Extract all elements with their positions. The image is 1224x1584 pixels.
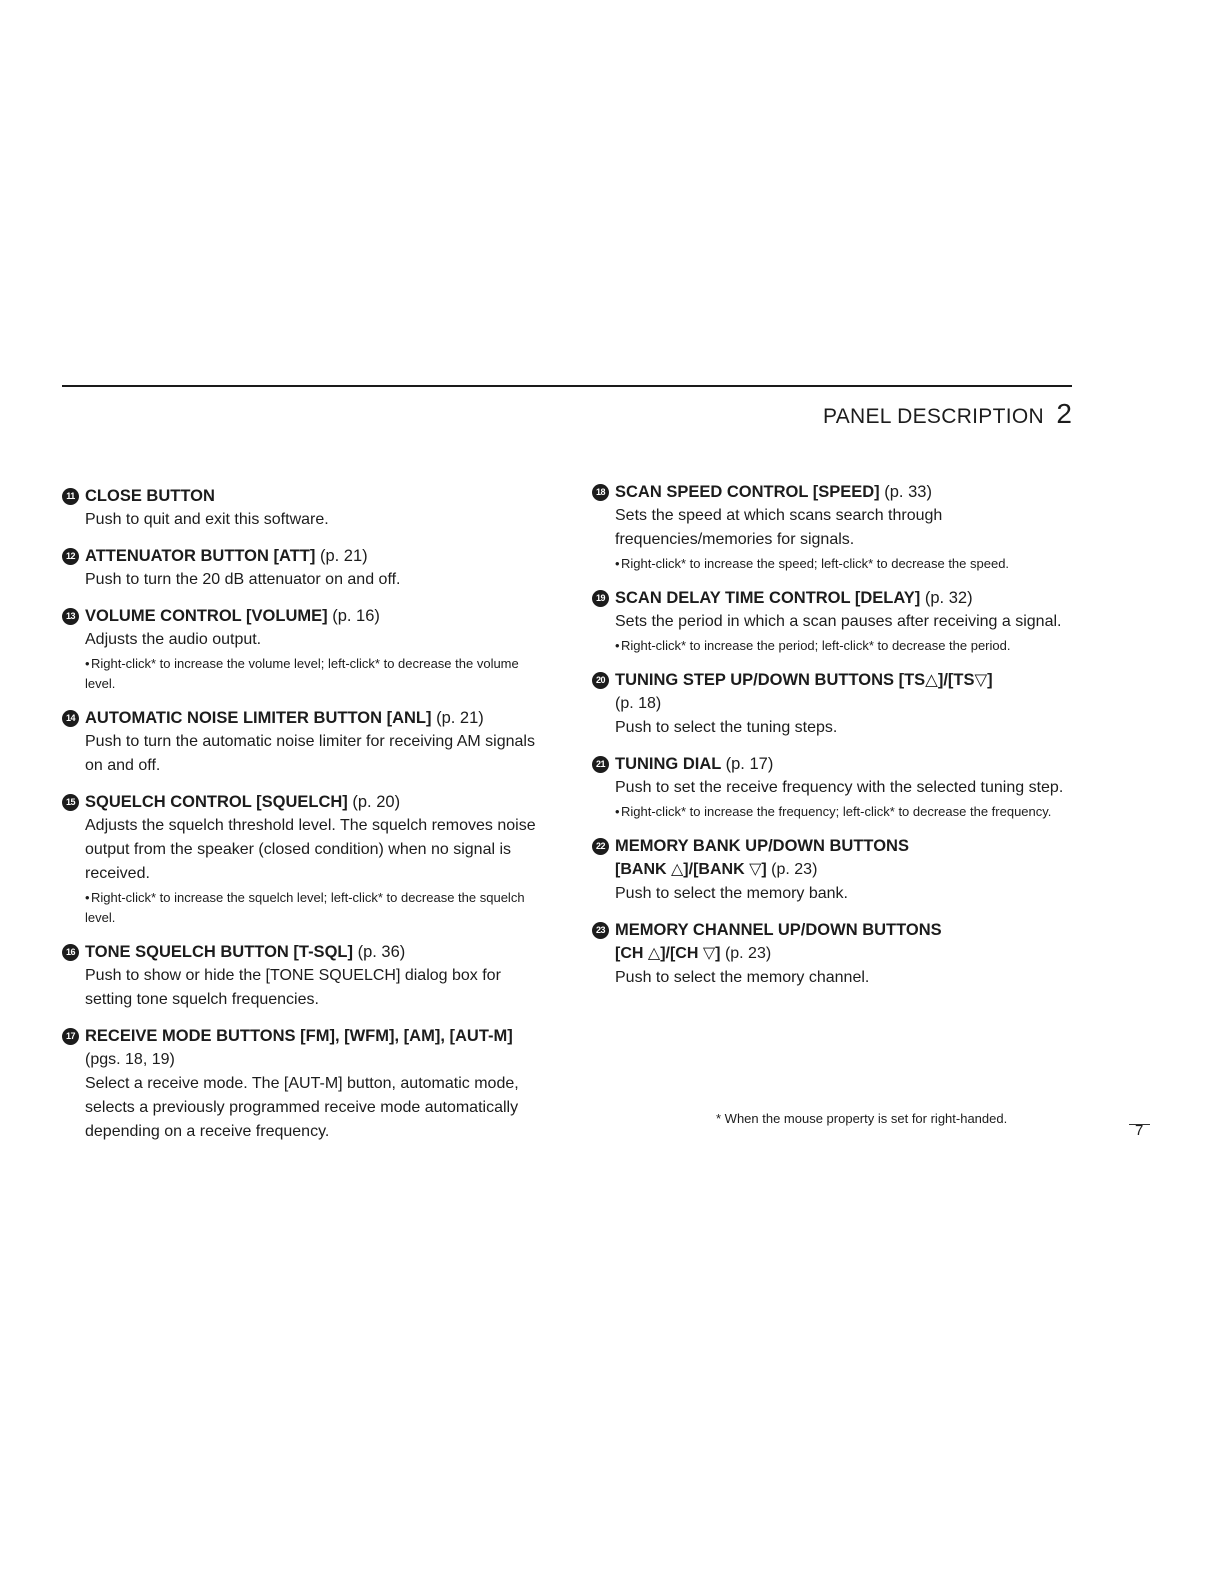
footnote: * When the mouse property is set for right-handed. [716, 1111, 1008, 1126]
item-tuning-step-buttons [592, 668, 1082, 740]
item-number-badge: 15 [62, 794, 79, 811]
item-volume-control [62, 604, 552, 694]
item-title: SCAN SPEED CONTROL [SPEED] [615, 483, 880, 501]
item-note [62, 654, 552, 694]
item-number-badge: 20 [592, 672, 609, 689]
right-column [592, 480, 1082, 1002]
item-page-ref: (p. 36) [357, 943, 406, 961]
item-body: Sets the speed at which scans search through frequencies/memories for signals. [615, 507, 943, 548]
chapter-number: 2 [1056, 398, 1072, 429]
section-title: PANEL DESCRIPTION [822, 405, 1044, 428]
item-note-text: Right-click* to increase the volume level; left-click* to decrease the volume level. [85, 656, 519, 691]
item-heading [62, 706, 552, 730]
page-header [823, 398, 1072, 438]
item-page-ref: (p. 20) [352, 793, 401, 811]
item-body: Push to select the memory channel. [615, 969, 870, 986]
item-page-ref: (p. 33) [884, 483, 932, 501]
item-squelch-control [62, 790, 552, 928]
item-button-labels: [CH △]/[CH ▽] [615, 945, 721, 962]
item-heading [592, 834, 1082, 858]
item-memory-channel-buttons [592, 918, 1082, 990]
item-tone-squelch-button [62, 940, 552, 1012]
item-page-ref: (p. 21) [319, 547, 368, 565]
item-body: Push to quit and exit this software. [85, 511, 329, 528]
item-body: Push to select the tuning steps. [615, 719, 838, 736]
item-page-ref: (p. 21) [436, 709, 484, 727]
item-page-ref: (p. 17) [725, 755, 774, 773]
bullet-icon: • [615, 556, 620, 571]
item-title: TUNING DIAL [615, 755, 722, 773]
item-heading [62, 790, 552, 814]
item-number-badge: 13 [62, 608, 79, 625]
item-note [592, 554, 1082, 574]
item-number-badge: 21 [592, 756, 609, 773]
item-title: TUNING STEP UP/DOWN BUTTONS [TS△]/[TS▽] [615, 671, 993, 689]
item-title: CLOSE BUTTON [85, 487, 215, 505]
header-rule [62, 385, 1072, 387]
item-note-text: Right-click* to increase the period; left-click* to decrease the period. [621, 638, 1011, 653]
item-title: AUTOMATIC NOISE LIMITER BUTTON [ANL] [85, 709, 432, 727]
item-number-badge: 14 [62, 710, 79, 727]
item-title: MEMORY BANK UP/DOWN BUTTONS [615, 837, 909, 855]
bullet-icon: • [615, 638, 620, 653]
item-note-text: Right-click* to increase the speed; left-click* to decrease the speed. [621, 556, 1010, 571]
item-tuning-dial [592, 752, 1082, 822]
item-memory-bank-buttons [592, 834, 1082, 906]
item-heading [62, 940, 552, 964]
item-body: Push to select the memory bank. [615, 885, 848, 902]
item-number-badge: 17 [62, 1028, 79, 1045]
item-body: Push to turn the automatic noise limiter for receiving AM signals on and off. [85, 733, 535, 774]
item-scan-speed-control [592, 480, 1082, 574]
item-body: Sets the period in which a scan pauses after receiving a signal. [615, 613, 1062, 630]
item-attenuator-button [62, 544, 552, 592]
item-heading [592, 752, 1082, 776]
item-scan-delay-control [592, 586, 1082, 656]
item-subheading [592, 942, 1082, 966]
item-button-labels: [BANK △]/[BANK ▽] [615, 861, 767, 878]
item-note-text: Right-click* to increase the squelch level; left-click* to decrease the squelch level. [85, 890, 525, 925]
item-note [592, 802, 1082, 822]
item-title: VOLUME CONTROL [VOLUME] [85, 607, 328, 625]
item-body: Select a receive mode. The [AUT-M] button, automatic mode, selects a previously programmed receive mode automatically depending on a receive frequency. [85, 1075, 519, 1140]
item-title: SCAN DELAY TIME CONTROL [DELAY] [615, 589, 921, 607]
item-page-ref: (p. 18) [615, 695, 662, 712]
item-anl-button [62, 706, 552, 778]
bullet-icon: • [85, 656, 90, 671]
item-heading [62, 1024, 552, 1048]
page-number: 7 [1135, 1122, 1144, 1139]
item-title: MEMORY CHANNEL UP/DOWN BUTTONS [615, 921, 942, 939]
item-heading [592, 668, 1082, 692]
item-number-badge: 23 [592, 922, 609, 939]
item-body: Adjusts the audio output. [85, 631, 262, 648]
item-heading [592, 586, 1082, 610]
item-page-ref: (p. 23) [724, 945, 772, 962]
item-receive-mode-buttons [62, 1024, 552, 1144]
item-heading [62, 544, 552, 568]
item-heading [592, 918, 1082, 942]
item-number-badge: 11 [62, 488, 79, 505]
item-number-badge: 19 [592, 590, 609, 607]
bullet-icon: • [615, 804, 620, 819]
item-title: SQUELCH CONTROL [SQUELCH] [85, 793, 348, 811]
item-number-badge: 18 [592, 484, 609, 501]
item-number-badge: 22 [592, 838, 609, 855]
item-body: Push to show or hide the [TONE SQUELCH] dialog box for setting tone squelch frequencies. [85, 967, 501, 1008]
item-note [592, 636, 1082, 656]
left-column [62, 484, 552, 1156]
item-body: Push to turn the 20 dB attenuator on and off. [85, 571, 401, 588]
item-number-badge: 12 [62, 548, 79, 565]
item-body: Adjusts the squelch threshold level. The squelch removes noise output from the speaker (closed condition) when no signal is received. [85, 817, 536, 882]
bullet-icon: • [85, 890, 90, 905]
item-body: Push to set the receive frequency with the selected tuning step. [615, 779, 1064, 796]
item-heading [62, 484, 552, 508]
item-heading [62, 604, 552, 628]
item-title: TONE SQUELCH BUTTON [T-SQL] [85, 943, 353, 961]
item-heading [592, 480, 1082, 504]
item-title: RECEIVE MODE BUTTONS [FM], [WFM], [AM], [AUT-M] [85, 1027, 513, 1045]
item-subheading [592, 858, 1082, 882]
item-page-ref: (p. 16) [332, 607, 380, 625]
item-close-button [62, 484, 552, 532]
item-page-ref: (pgs. 18, 19) [85, 1051, 175, 1068]
item-page-ref: (p. 32) [924, 589, 973, 607]
item-note-text: Right-click* to increase the frequency; left-click* to decrease the frequency. [621, 804, 1052, 819]
item-note [62, 888, 552, 928]
item-page-ref: (p. 23) [771, 861, 818, 878]
item-number-badge: 16 [62, 944, 79, 961]
item-title: ATTENUATOR BUTTON [ATT] [85, 547, 316, 565]
